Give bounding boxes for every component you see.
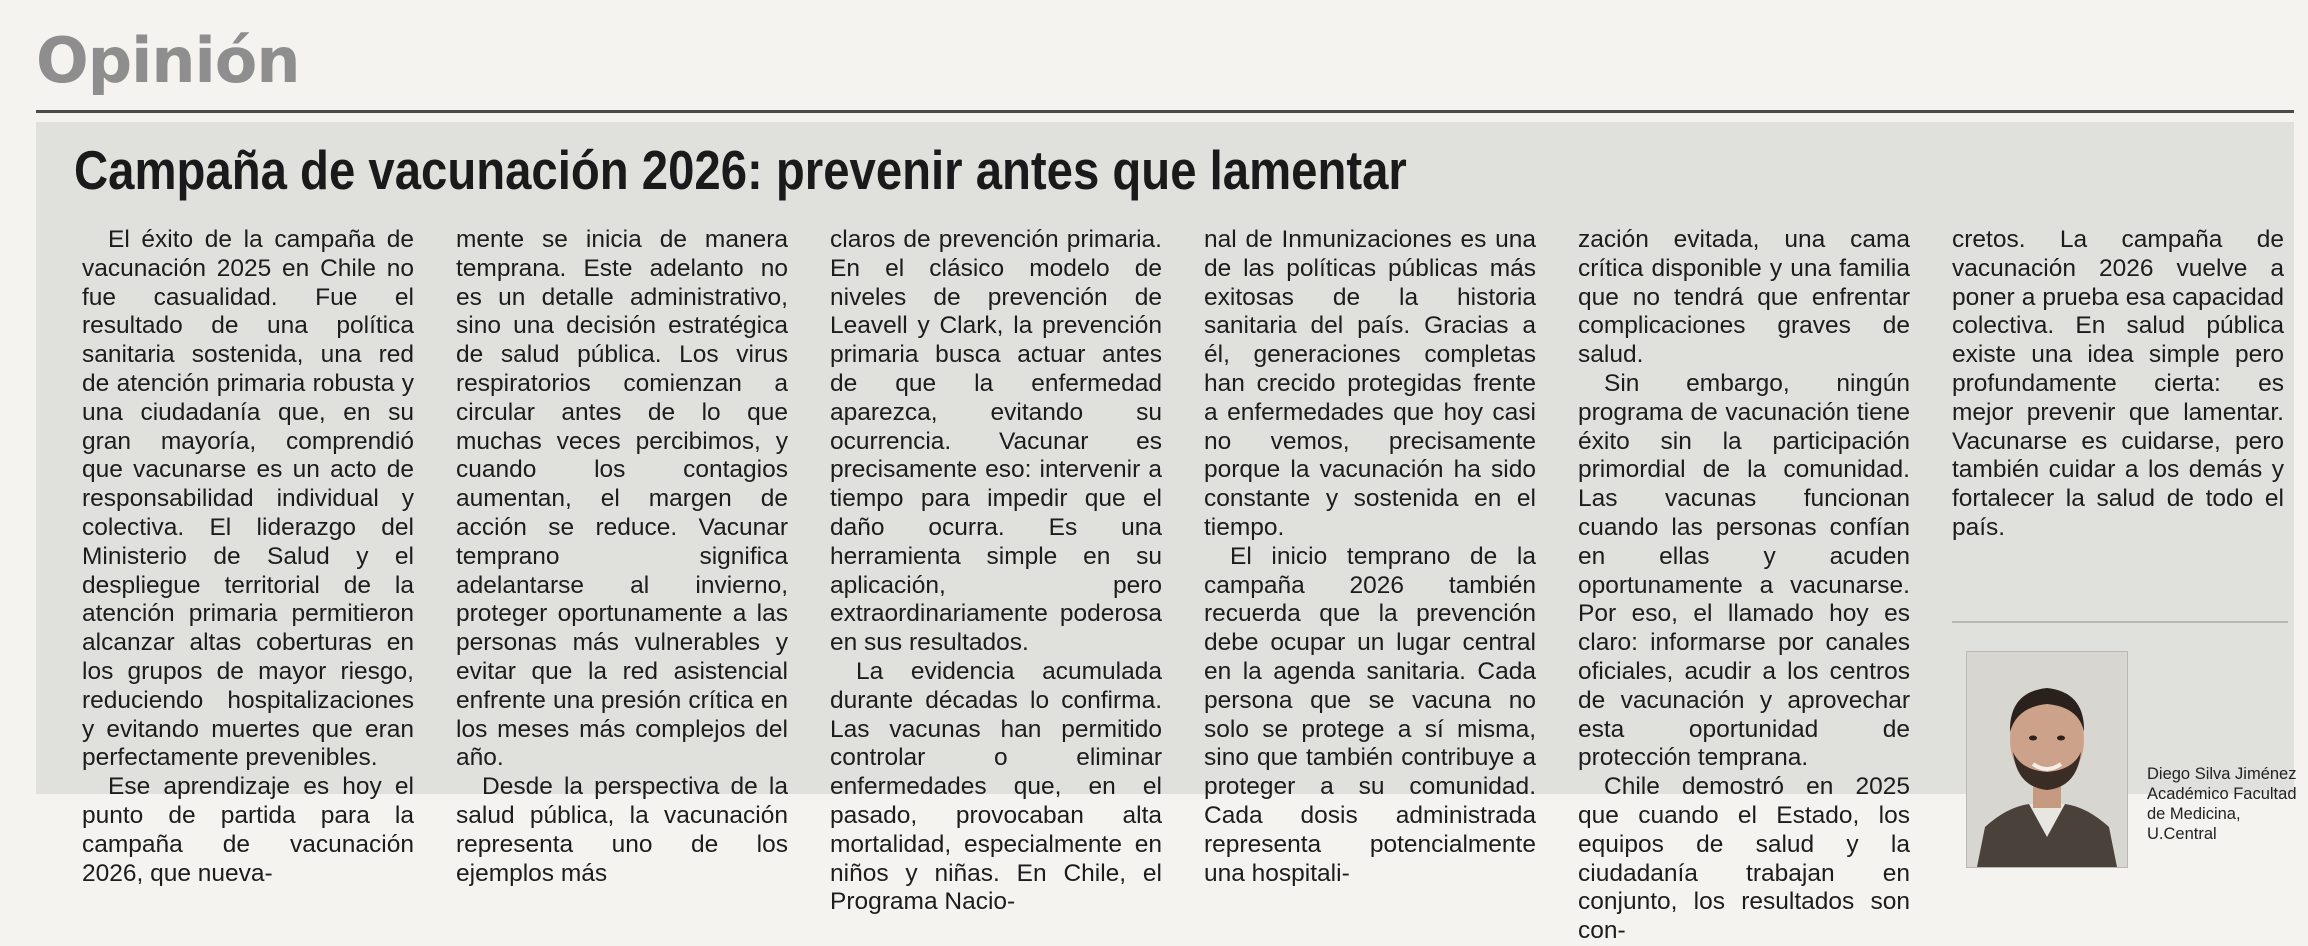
column-divider [1952,621,2288,623]
section-title: Opinión [36,24,300,97]
paragraph: zación evitada, una cama crítica disponible y una familia que no tendrá que enfrentar complicaciones graves de salud. [1578,226,1910,369]
author-caption [2147,764,2308,844]
paragraph: cretos. La campaña de vacunación 2026 vuelve a poner a prueba esa capacidad colectiva. En salud pública existe una idea simple pero profundamente cierta: es mejor prevenir que lamentar. Vacunarse es cuidarse, pero también cuidar a los demás y fortalecer la salud de todo el país. [1952,226,2284,541]
paragraph: Sin embargo, ningún programa de vacunación tiene éxito sin la participación primordial de la comunidad. Las vacunas funcionan cuando las personas confían en ellas y acuden oportunamente a vacunarse. Por eso, el llamado hoy es claro: informarse por canales oficiales, acudir a los centros de vacunación y aprovechar esta oportunidad de protección temprana. [1578,369,1910,772]
paragraph: El inicio temprano de la campaña 2026 también recuerda que la prevención debe ocupar un lugar central en la agenda sanitaria. Cada persona que se vacuna no solo se protege a sí misma, sino que también contribuye a proteger a su comunidad. Cada dosis administrada representa potencialmente una hospitali- [1204,542,1536,887]
author-photo [1966,651,2128,868]
author-name: Diego Silva Jiménez [2147,765,2297,783]
paragraph: Desde la perspectiva de la salud pública, la vacunación representa uno de los ejemplos más [456,773,788,887]
article-column-4 [1204,226,1536,888]
article-column-3 [830,226,1162,917]
section-rule [36,110,2294,113]
article-column-2 [456,226,788,888]
opinion-article [36,122,2297,945]
article-headline: Campaña de vacunación 2026: prevenir antes que lamentar [74,139,1407,201]
author-faculty: de Medicina, [2147,805,2241,823]
author-role: Académico Facultad [2147,785,2297,803]
paragraph: Chile demostró en 2025 que cuando el Estado, los equipos de salud y la ciudadanía trabajan en conjunto, los resultados son con- [1578,773,1910,945]
paragraph: La evidencia acumulada durante décadas lo confirma. Las vacunas han permitido controlar o eliminar enfermedades que, en el pasado, provocaban alta mortalidad, especialmente en niños y niñas. En Chile, el Programa Nacio- [830,657,1162,916]
article-body [82,226,2297,945]
paragraph: El éxito de la campaña de vacunación 2025 en Chile no fue casualidad. Fue el resultado de una política sanitaria sostenida, una red de atención primaria robusta y una ciudadanía que, en su gran mayoría, comprendió que vacunarse es un acto de responsabilidad individual y colectiva. El liderazgo del Ministerio de Salud y el despliegue territorial de la atención primaria permitieron alcanzar altas coberturas en los grupos de mayor riesgo, reduciendo hospitalizaciones y evitando muertes que eran perfectamente prevenibles. [82,226,414,772]
paragraph: Ese aprendizaje es hoy el punto de partida para la campaña de vacunación 2026, que nueva- [82,773,414,887]
paragraph: nal de Inmunizaciones es una de las políticas públicas más exitosas de la historia sanitaria del país. Gracias a él, generaciones completas han crecido protegidas frente a enfermedades que hoy casi no vemos, precisamente porque la vacunación ha sido constante y sostenida en el tiempo. [1204,226,1536,541]
paragraph: claros de prevención primaria. En el clásico modelo de niveles de prevención de Leavell y Clark, la prevención primaria busca actuar antes de que la enfermedad aparezca, evitando su ocurrencia. Vacunar es precisamente eso: intervenir a tiempo para impedir que el daño ocurra. Es una herramienta simple en su aplicación, pero extraordinariamente poderosa en sus resultados. [830,226,1162,657]
paragraph: mente se inicia de manera temprana. Este adelanto no es un detalle administrativo, sino una decisión estratégica de salud pública. Los virus respiratorios comienzan a circular antes de lo que muchas veces percibimos, y cuando los contagios aumentan, el margen de acción se reduce. Vacunar temprano significa adelantarse al invierno, proteger oportunamente a las personas más vulnerables y evitar que la red asistencial enfrente una presión crítica en los meses más complejos del año. [456,226,788,772]
article-column-5 [1578,226,1910,946]
article-column-6 [1952,226,2284,543]
article-column-1 [82,226,414,888]
author-institution: U.Central [2147,825,2217,843]
